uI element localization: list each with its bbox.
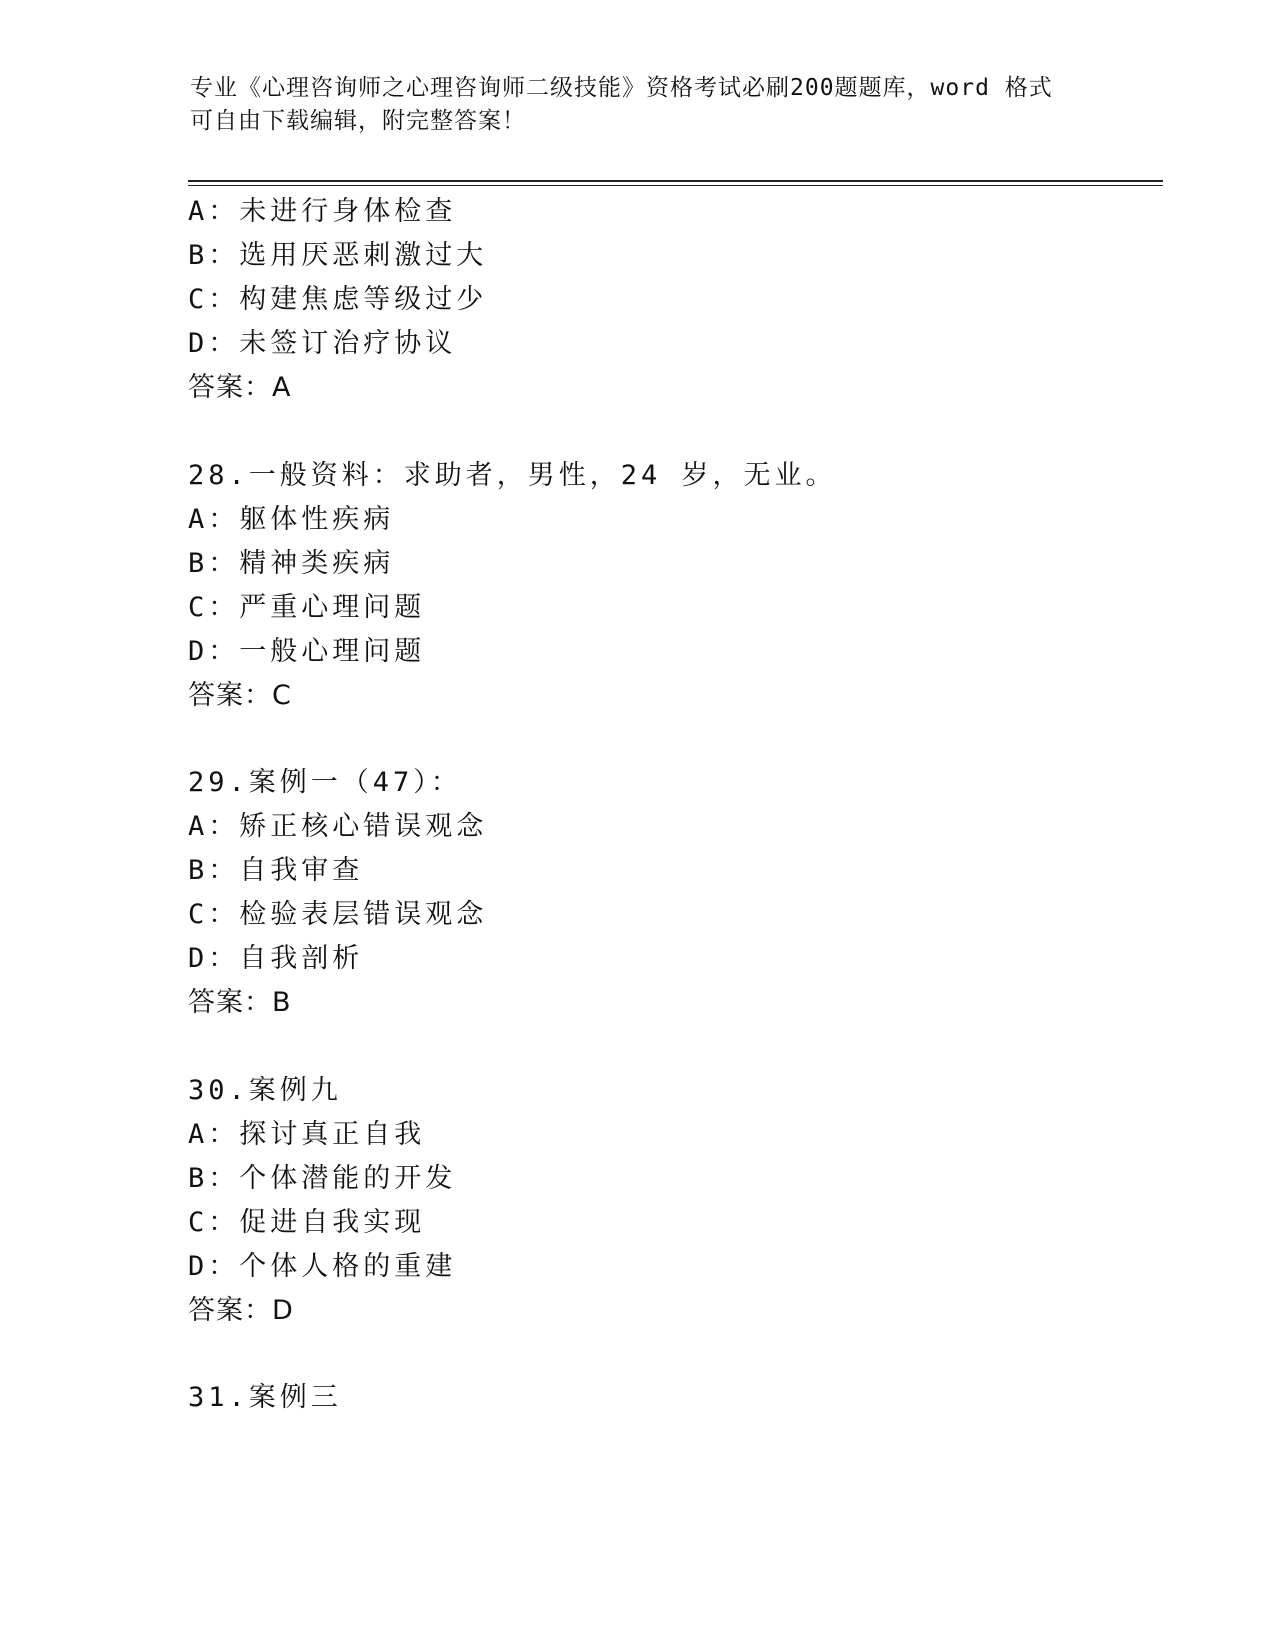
question-stem: 31.案例三 xyxy=(188,1382,342,1413)
option-d: D：一般心理问题 xyxy=(188,636,426,667)
option-a: A：未进行身体检查 xyxy=(188,196,457,227)
header-line-1: 专业《心理咨询师之心理咨询师二级技能》资格考试必刷200题题库，word 格式 xyxy=(190,75,1053,101)
option-a: A：躯体性疾病 xyxy=(188,504,395,535)
question-stem: 30.案例九 xyxy=(188,1075,342,1106)
question-stem: 28.一般资料：求助者，男性，24 岁，无业。 xyxy=(188,460,837,491)
option-c: C：严重心理问题 xyxy=(188,592,426,623)
option-d: D：个体人格的重建 xyxy=(188,1251,457,1282)
option-b: B：选用厌恶刺激过大 xyxy=(188,240,488,271)
option-c: C：构建焦虑等级过少 xyxy=(188,284,488,315)
document-header xyxy=(190,72,1090,138)
option-c: C：检验表层错误观念 xyxy=(188,899,488,930)
option-d: D：未签订治疗协议 xyxy=(188,328,457,359)
answer-line: 答案：B xyxy=(188,987,292,1018)
option-d: D：自我剖析 xyxy=(188,943,364,974)
option-b: B：自我审查 xyxy=(188,855,364,886)
option-c: C：促进自我实现 xyxy=(188,1207,426,1238)
header-line-2: 可自由下载编辑，附完整答案！ xyxy=(190,108,526,134)
option-b: B：精神类疾病 xyxy=(188,548,395,579)
option-a: A：矫正核心错误观念 xyxy=(188,811,488,842)
header-divider-thick xyxy=(188,180,1163,182)
header-divider-thin xyxy=(188,185,1163,186)
answer-line: 答案：A xyxy=(188,372,292,403)
option-b: B：个体潜能的开发 xyxy=(188,1163,457,1194)
answer-line: 答案：C xyxy=(188,680,292,711)
option-a: A：探讨真正自我 xyxy=(188,1119,426,1150)
question-stem: 29.案例一（47）： xyxy=(188,767,462,798)
answer-line: 答案：D xyxy=(188,1295,294,1326)
